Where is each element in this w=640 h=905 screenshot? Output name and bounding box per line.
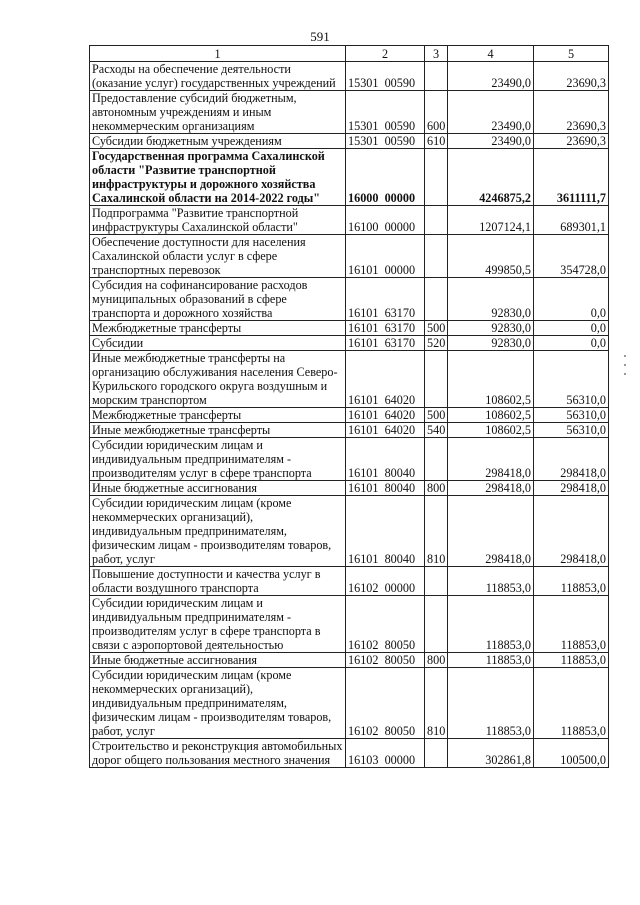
table-row [90,481,609,496]
row-code-cell: 16000 00000 [346,149,425,206]
row-type-cell: 610 [425,134,448,149]
row-type-cell [425,438,448,481]
row-code-cell: 16101 64020 [346,408,425,423]
row-value-year-1-cell: 302861,8 [448,739,534,768]
row-code-cell: 16101 64020 [346,423,425,438]
table-row [90,206,609,235]
row-type-cell: 540 [425,423,448,438]
row-type-cell: 500 [425,321,448,336]
header-col-name: 1 [90,46,346,62]
table-row [90,496,609,567]
row-value-year-2-cell: 23690,3 [534,91,609,134]
row-type-cell [425,596,448,653]
table-row [90,438,609,481]
row-name-cell: Расходы на обеспечение деятельности (оказание услуг) государственных учреждений [90,62,346,91]
row-value-year-2-cell: 118853,0 [534,653,609,668]
row-value-year-2-cell: 23690,3 [534,134,609,149]
row-value-year-1-cell: 23490,0 [448,62,534,91]
row-value-year-2-cell: 118853,0 [534,596,609,653]
row-value-year-2-cell: 56310,0 [534,351,609,408]
row-code-cell: 16103 00000 [346,739,425,768]
table-row [90,336,609,351]
row-value-year-1-cell: 92830,0 [448,278,534,321]
row-name-cell: Подпрограмма "Развитие транспортной инфраструктуры Сахалинской области" [90,206,346,235]
row-value-year-1-cell: 298418,0 [448,438,534,481]
row-name-cell: Иные межбюджетные трансферты [90,423,346,438]
table-row [90,596,609,653]
header-col-code: 2 [346,46,425,62]
table-row [90,351,609,408]
row-value-year-1-cell: 23490,0 [448,134,534,149]
row-value-year-2-cell: 0,0 [534,321,609,336]
table-header-row [90,46,609,62]
table-row [90,423,609,438]
page-number: 591 [310,29,330,44]
row-name-cell: Строительство и реконструкция автомобильных дорог общего пользования местного значения [90,739,346,768]
row-code-cell: 15301 00590 [346,91,425,134]
row-value-year-2-cell: 298418,0 [534,481,609,496]
margin-mark [624,373,626,375]
row-value-year-2-cell: 118853,0 [534,668,609,739]
row-type-cell [425,278,448,321]
row-value-year-2-cell: 56310,0 [534,408,609,423]
row-value-year-1-cell: 118853,0 [448,596,534,653]
row-name-cell: Субсидия на софинансирование расходов муниципальных образований в сфере транспорта и дорожного хозяйства [90,278,346,321]
row-code-cell: 16101 80040 [346,481,425,496]
row-code-cell: 16101 63170 [346,321,425,336]
row-type-cell [425,149,448,206]
margin-mark [624,355,626,357]
row-name-cell: Субсидии юридическим лицам и индивидуальным предпринимателям - производителям услуг в сфере транспорта в связи с аэропортовой деятельностью [90,596,346,653]
row-type-cell [425,235,448,278]
row-type-cell [425,739,448,768]
row-name-cell: Субсидии юридическим лицам (кроме некоммерческих организаций), индивидуальным предпринимателям, физическим лицам - производителям товаров, работ, услуг [90,496,346,567]
row-type-cell [425,567,448,596]
row-value-year-1-cell: 298418,0 [448,481,534,496]
row-type-cell [425,351,448,408]
row-code-cell: 16102 00000 [346,567,425,596]
row-code-cell: 16100 00000 [346,206,425,235]
row-value-year-1-cell: 23490,0 [448,91,534,134]
table-row [90,149,609,206]
row-type-cell: 810 [425,496,448,567]
row-code-cell: 16101 00000 [346,235,425,278]
row-code-cell: 16101 64020 [346,351,425,408]
row-value-year-1-cell: 92830,0 [448,336,534,351]
header-col-year-2: 5 [534,46,609,62]
row-value-year-2-cell: 100500,0 [534,739,609,768]
row-name-cell: Субсидии юридическим лицам (кроме некоммерческих организаций), индивидуальным предпринимателям, физическим лицам - производителям товаров, работ, услуг [90,668,346,739]
row-code-cell: 16102 80050 [346,596,425,653]
row-value-year-1-cell: 108602,5 [448,408,534,423]
row-value-year-1-cell: 4246875,2 [448,149,534,206]
row-code-cell: 16101 63170 [346,336,425,351]
row-value-year-2-cell: 118853,0 [534,567,609,596]
header-col-type: 3 [425,46,448,62]
row-value-year-1-cell: 118853,0 [448,668,534,739]
table-row [90,62,609,91]
row-value-year-1-cell: 1207124,1 [448,206,534,235]
row-name-cell: Иные бюджетные ассигнования [90,653,346,668]
row-code-cell: 16101 80040 [346,438,425,481]
row-name-cell: Обеспечение доступности для населения Сахалинской области услуг в сфере транспортных перевозок [90,235,346,278]
row-name-cell: Межбюджетные трансферты [90,321,346,336]
table-row [90,235,609,278]
table-row [90,408,609,423]
row-code-cell: 16101 80040 [346,496,425,567]
row-name-cell: Иные межбюджетные трансферты на организацию обслуживания населения Северо-Курильского городского округа воздушным и морским транспортом [90,351,346,408]
row-value-year-1-cell: 92830,0 [448,321,534,336]
table-row [90,321,609,336]
row-type-cell [425,62,448,91]
row-value-year-1-cell: 499850,5 [448,235,534,278]
table-row [90,567,609,596]
row-value-year-2-cell: 689301,1 [534,206,609,235]
table-row [90,134,609,149]
row-name-cell: Межбюджетные трансферты [90,408,346,423]
row-value-year-2-cell: 0,0 [534,278,609,321]
row-code-cell: 15301 00590 [346,62,425,91]
row-code-cell: 16102 80050 [346,668,425,739]
row-value-year-2-cell: 298418,0 [534,496,609,567]
row-value-year-1-cell: 118853,0 [448,653,534,668]
row-type-cell: 810 [425,668,448,739]
row-name-cell: Повышение доступности и качества услуг в области воздушного транспорта [90,567,346,596]
row-value-year-1-cell: 108602,5 [448,423,534,438]
row-value-year-1-cell: 298418,0 [448,496,534,567]
row-value-year-1-cell: 118853,0 [448,567,534,596]
row-name-cell: Субсидии бюджетным учреждениям [90,134,346,149]
row-code-cell: 16102 80050 [346,653,425,668]
row-value-year-2-cell: 3611111,7 [534,149,609,206]
row-value-year-2-cell: 298418,0 [534,438,609,481]
row-code-cell: 16101 63170 [346,278,425,321]
row-code-cell: 15301 00590 [346,134,425,149]
table-row [90,668,609,739]
row-value-year-2-cell: 0,0 [534,336,609,351]
row-type-cell [425,206,448,235]
row-name-cell: Иные бюджетные ассигнования [90,481,346,496]
row-name-cell: Предоставление субсидий бюджетным, автономным учреждениям и иным некоммерческим организациям [90,91,346,134]
table-row [90,91,609,134]
row-type-cell: 520 [425,336,448,351]
margin-mark [624,364,626,366]
row-value-year-2-cell: 56310,0 [534,423,609,438]
row-value-year-2-cell: 354728,0 [534,235,609,278]
row-type-cell: 600 [425,91,448,134]
row-type-cell: 800 [425,653,448,668]
row-name-cell: Субсидии [90,336,346,351]
table-row [90,739,609,768]
row-value-year-2-cell: 23690,3 [534,62,609,91]
table-row [90,653,609,668]
header-col-year-1: 4 [448,46,534,62]
budget-table [89,45,609,768]
table-row [90,278,609,321]
row-type-cell: 800 [425,481,448,496]
row-value-year-1-cell: 108602,5 [448,351,534,408]
row-name-cell: Государственная программа Сахалинской области "Развитие транспортной инфраструктуры и дорожного хозяйства Сахалинской области на 2014-2022 годы" [90,149,346,206]
row-name-cell: Субсидии юридическим лицам и индивидуальным предпринимателям - производителям услуг в сфере транспорта [90,438,346,481]
row-type-cell: 500 [425,408,448,423]
